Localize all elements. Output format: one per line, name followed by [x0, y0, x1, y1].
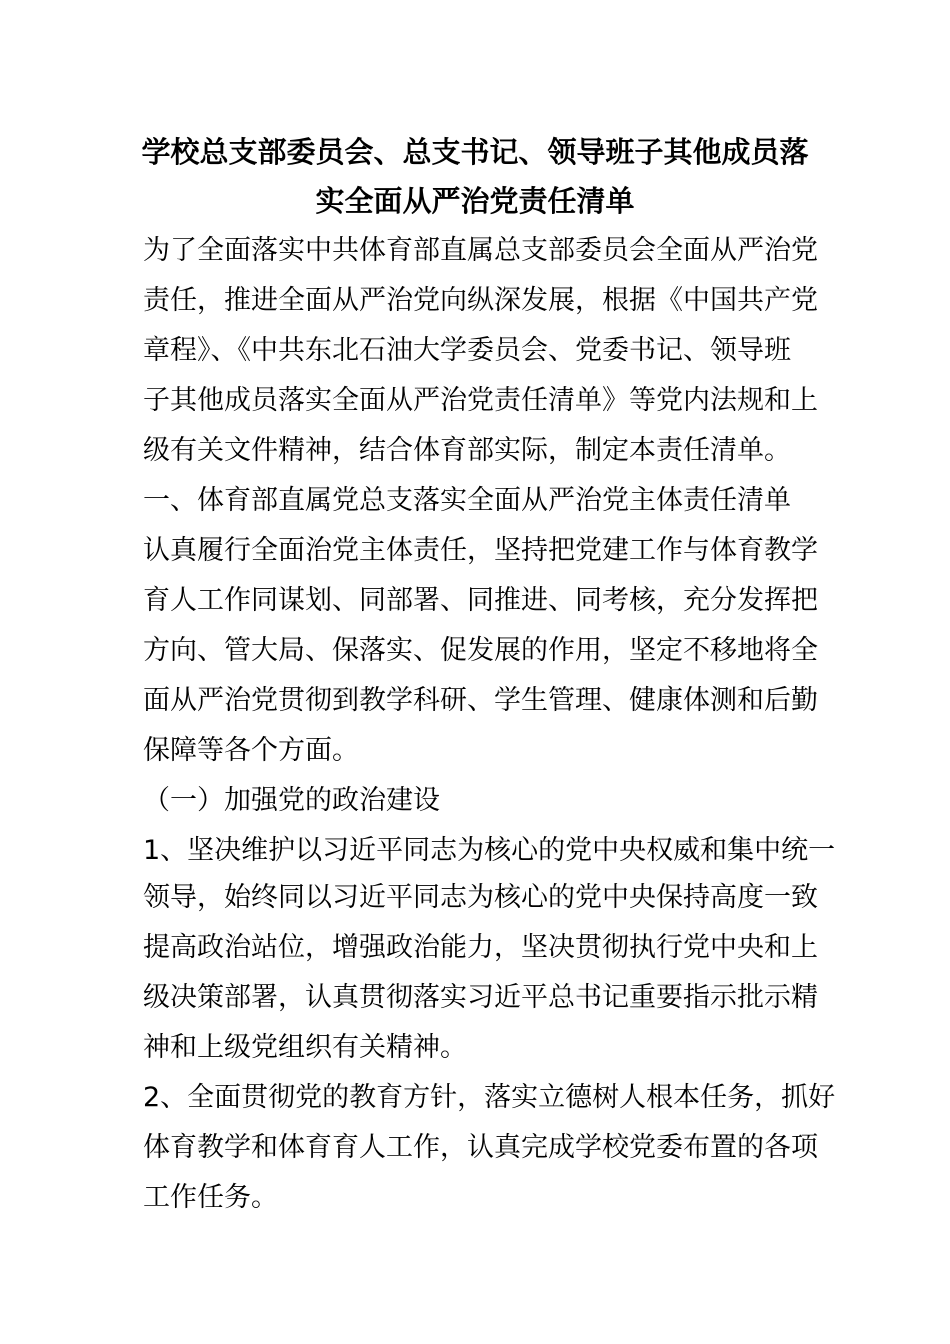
body-line: 面从严治党贯彻到教学科研、学生管理、健康体测和后勤: [143, 685, 818, 716]
body-line: 责任，推进全面从严治党向纵深发展，根据《中国共产党: [143, 285, 818, 316]
body-line: 级有关文件精神，结合体育部实际，制定本责任清单。: [143, 435, 791, 466]
body-line: 提高政治站位，增强政治能力，坚决贯彻执行党中央和上: [143, 932, 818, 963]
section-heading: 一、体育部直属党总支落实全面从严治党主体责任清单: [143, 485, 791, 516]
body-line: 育人工作同谋划、同部署、同推进、同考核，充分发挥把: [143, 585, 818, 616]
body-line: 子其他成员落实全面从严治党责任清单》等党内法规和上: [143, 385, 818, 416]
body-line: 领导，始终同以习近平同志为核心的党中央保持高度一致: [143, 882, 818, 913]
document-title-line-1: 学校总支部委员会、总支书记、领导班子其他成员落: [141, 135, 809, 169]
body-line: 方向、管大局、保落实、促发展的作用，坚定不移地将全: [143, 635, 818, 666]
document-title-line-2: 实全面从严治党责任清单: [315, 184, 635, 218]
body-line: 1、坚决维护以习近平同志为核心的党中央权威和集中统一: [143, 835, 836, 866]
body-line: 2、全面贯彻党的教育方针，落实立德树人根本任务，抓好: [143, 1082, 836, 1113]
subsection-heading: （一）加强党的政治建设: [143, 785, 440, 816]
body-line: 神和上级党组织有关精神。: [143, 1032, 467, 1063]
body-line: 章程》、《中共东北石油大学委员会、党委书记、领导班: [143, 335, 791, 366]
body-line: 为了全面落实中共体育部直属总支部委员会全面从严治党: [143, 235, 818, 266]
body-line: 级决策部署，认真贯彻落实习近平总书记重要指示批示精: [143, 982, 818, 1013]
body-line: 体育教学和体育育人工作，认真完成学校党委布置的各项: [143, 1132, 818, 1163]
body-line: 工作任务。: [143, 1182, 278, 1213]
body-line: 认真履行全面治党主体责任，坚持把党建工作与体育教学: [143, 535, 818, 566]
body-line: 保障等各个方面。: [143, 735, 359, 766]
